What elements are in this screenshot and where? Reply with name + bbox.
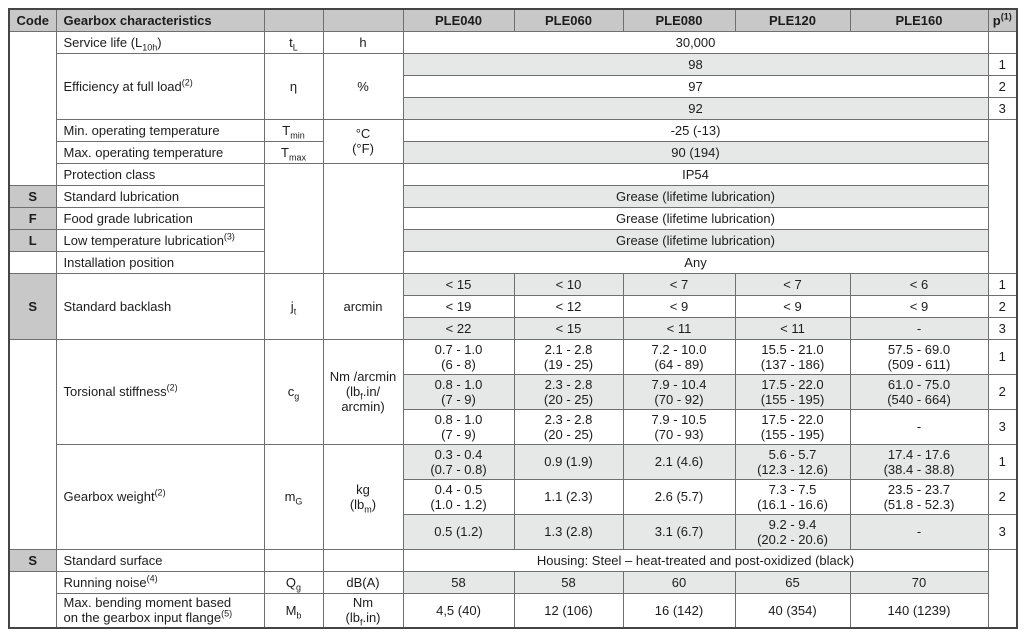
- efficiency-unit: %: [323, 53, 403, 119]
- efficiency-value-3: 92: [403, 97, 988, 119]
- label-footnote: (5): [221, 608, 233, 619]
- backlash-2-ple060: < 12: [514, 295, 623, 317]
- row-min-temp: [9, 119, 1017, 141]
- backlash-symbol: [264, 273, 323, 339]
- symbol-sub: max: [288, 152, 306, 163]
- symbol-text: Q: [285, 574, 297, 590]
- symbol-cell-blank-mid: [264, 163, 323, 273]
- unit-line-2: $(lb_m)$: [349, 496, 377, 515]
- symbol-sub: b: [296, 610, 302, 621]
- code-cell-s-lube: S: [9, 185, 56, 207]
- installation-value: Any: [403, 251, 988, 273]
- weight-3-p: 3: [988, 514, 1017, 549]
- label-text: Low temperature lubrication: [63, 232, 224, 248]
- stiffness-unit: [323, 339, 403, 444]
- min-temp-symbol: [264, 119, 323, 141]
- bending-ple060: 12 (106): [514, 593, 623, 628]
- stiffness-3-ple080: 7.9 - 10.5 (70 - 93): [623, 409, 735, 444]
- unit-line-1: °C: [355, 126, 371, 141]
- label-text: Torsional stiffness: [63, 384, 167, 399]
- label-text: Gearbox weight: [63, 489, 155, 504]
- row-efficiency-1: [9, 53, 1017, 75]
- stiffness-label: [56, 339, 264, 444]
- noise-symbol: [264, 571, 323, 593]
- temp-unit: [323, 119, 403, 163]
- stiffness-2-ple080: 7.9 - 10.4 (70 - 92): [623, 374, 735, 409]
- stiffness-2-ple060: 2.3 - 2.8 (20 - 25): [514, 374, 623, 409]
- efficiency-value-1: 98: [403, 53, 988, 75]
- stiffness-1-ple080: 7.2 - 10.0 (64 - 89): [623, 339, 735, 374]
- weight-1-ple160: 17.4 - 17.6 (38.4 - 38.8): [850, 444, 988, 479]
- efficiency-label: [56, 53, 264, 119]
- weight-1-ple080: 2.1 (4.6): [623, 444, 735, 479]
- backlash-1-ple160: < 6: [850, 273, 988, 295]
- col-header-code: Code: [9, 9, 56, 31]
- stiffness-2-p: 2: [988, 374, 1017, 409]
- bending-label: [56, 593, 264, 628]
- surface-unit-blank: [323, 549, 403, 571]
- backlash-2-ple160: < 9: [850, 295, 988, 317]
- weight-1-p: 1: [988, 444, 1017, 479]
- row-lube-low: [9, 229, 1017, 251]
- min-temp-label: Min. operating temperature: [56, 119, 264, 141]
- weight-3-ple160: -: [850, 514, 988, 549]
- symbol-sub: t: [293, 306, 297, 317]
- symbol-sub: min: [290, 130, 305, 141]
- noise-ple120: 65: [735, 571, 850, 593]
- weight-2-ple040: 0.4 - 0.5 (1.0 - 1.2): [403, 479, 514, 514]
- min-temp-value: -25 (-13): [403, 119, 988, 141]
- protection-label: Protection class: [56, 163, 264, 185]
- label-text: ): [157, 34, 162, 50]
- col-header-ple120: PLE120: [735, 9, 850, 31]
- col-header-ple040: PLE040: [403, 9, 514, 31]
- lube-standard-label: Standard lubrication: [56, 185, 264, 207]
- label-text: Running noise: [63, 574, 147, 590]
- code-cell-l-lube: L: [9, 229, 56, 251]
- backlash-2-ple080: < 9: [623, 295, 735, 317]
- symbol-text: T: [281, 144, 289, 160]
- col-header-ple160: PLE160: [850, 9, 988, 31]
- service-life-symbol: [264, 31, 323, 53]
- label-text: Efficiency at full load: [63, 78, 182, 94]
- weight-symbol: [264, 444, 323, 549]
- stiffness-3-p: 3: [988, 409, 1017, 444]
- protection-value: IP54: [403, 163, 988, 185]
- backlash-1-ple120: < 7: [735, 273, 850, 295]
- efficiency-symbol: η: [264, 53, 323, 119]
- noise-ple160: 70: [850, 571, 988, 593]
- weight-1-ple060: 0.9 (1.9): [514, 444, 623, 479]
- stiffness-symbol: [264, 339, 323, 444]
- stiffness-3-ple060: 2.3 - 2.8 (20 - 25): [514, 409, 623, 444]
- efficiency-p-3: 3: [988, 97, 1017, 119]
- stiffness-2-ple040: 0.8 - 1.0 (7 - 9): [403, 374, 514, 409]
- backlash-unit: arcmin: [323, 273, 403, 339]
- backlash-3-ple060: < 15: [514, 317, 623, 339]
- stiffness-2-ple160: 61.0 - 75.0 (540 - 664): [850, 374, 988, 409]
- lube-low-label: [56, 229, 264, 251]
- row-lube-food: [9, 207, 1017, 229]
- label-footnote: (2): [154, 487, 166, 498]
- symbol-sub: L: [292, 42, 298, 53]
- unit-line-3: arcmin): [341, 399, 385, 414]
- label-sub: 10h: [142, 42, 158, 53]
- symbol-text: m: [284, 489, 296, 504]
- noise-unit: dB(A): [323, 571, 403, 593]
- bending-ple120: 40 (354): [735, 593, 850, 628]
- label-line-1: Max. bending moment based: [63, 595, 232, 611]
- p-footnote: (1): [1000, 11, 1012, 22]
- backlash-2-ple120: < 9: [735, 295, 850, 317]
- unit-line-1: Nm: [352, 595, 374, 611]
- lube-low-value: Grease (lifetime lubrication): [403, 229, 988, 251]
- weight-3-ple080: 3.1 (6.7): [623, 514, 735, 549]
- stiffness-3-ple120: 17.5 - 22.0 (155 - 195): [735, 409, 850, 444]
- stiffness-1-ple040: 0.7 - 1.0 (6 - 8): [403, 339, 514, 374]
- backlash-3-ple160: -: [850, 317, 988, 339]
- col-header-symbol-blank: [264, 9, 323, 31]
- code-cell-s-surface: S: [9, 549, 56, 571]
- symbol-text: c: [287, 384, 295, 399]
- label-text: Service life (L: [63, 34, 143, 50]
- efficiency-p-2: 2: [988, 75, 1017, 97]
- symbol-text: t: [289, 34, 293, 50]
- backlash-label: Standard backlash: [56, 273, 264, 339]
- weight-2-p: 2: [988, 479, 1017, 514]
- label-footnote: (3): [223, 231, 235, 242]
- unit-cell-blank-mid: [323, 163, 403, 273]
- code-cell-blank-bottom: [9, 571, 56, 628]
- max-temp-value: 90 (194): [403, 141, 988, 163]
- installation-label: Installation position: [56, 251, 264, 273]
- row-backlash-1: [9, 273, 1017, 295]
- symbol-sub: G: [295, 496, 303, 507]
- max-temp-symbol: [264, 141, 323, 163]
- surface-symbol-blank: [264, 549, 323, 571]
- stiffness-1-ple060: 2.1 - 2.8 (19 - 25): [514, 339, 623, 374]
- col-header-ple060: PLE060: [514, 9, 623, 31]
- weight-2-ple080: 2.6 (5.7): [623, 479, 735, 514]
- service-life-label: [56, 31, 264, 53]
- code-cell-f-lube: F: [9, 207, 56, 229]
- lube-standard-value: Grease (lifetime lubrication): [403, 185, 988, 207]
- label-footnote: (4): [146, 573, 158, 584]
- service-life-unit: h: [323, 31, 403, 53]
- unit-line-2: $(lb_f.in)$: [345, 610, 381, 628]
- service-life-p: [988, 31, 1017, 53]
- weight-1-ple040: 0.3 - 0.4 (0.7 - 0.8): [403, 444, 514, 479]
- code-cell-s-backlash: S: [9, 273, 56, 339]
- p-cell-blank-mid: [988, 119, 1017, 273]
- lube-food-label: Food grade lubrication: [56, 207, 264, 229]
- row-stiffness-1: [9, 339, 1017, 374]
- bending-unit: [323, 593, 403, 628]
- row-protection: [9, 163, 1017, 185]
- max-temp-label: Max. operating temperature: [56, 141, 264, 163]
- row-max-temp: [9, 141, 1017, 163]
- row-noise: [9, 571, 1017, 593]
- weight-2-ple120: 7.3 - 7.5 (16.1 - 16.6): [735, 479, 850, 514]
- symbol-text: j: [290, 298, 294, 314]
- col-header-ple080: PLE080: [623, 9, 735, 31]
- efficiency-p-1: 1: [988, 53, 1017, 75]
- stiffness-2-ple120: 17.5 - 22.0 (155 - 195): [735, 374, 850, 409]
- noise-ple040: 58: [403, 571, 514, 593]
- weight-1-ple120: 5.6 - 5.7 (12.3 - 12.6): [735, 444, 850, 479]
- code-cell-blank-stiffness-weight: [9, 339, 56, 549]
- stiffness-1-ple120: 15.5 - 21.0 (137 - 186): [735, 339, 850, 374]
- unit-line-1: kg: [356, 481, 370, 497]
- col-header-characteristics: Gearbox characteristics: [56, 9, 264, 31]
- code-cell-blank-top: [9, 31, 56, 185]
- weight-3-ple120: 9.2 - 9.4 (20.2 - 20.6): [735, 514, 850, 549]
- efficiency-value-2: 97: [403, 75, 988, 97]
- code-cell-blank-installation: [9, 251, 56, 273]
- bending-ple080: 16 (142): [623, 593, 735, 628]
- unit-line-2: ($lb_f.in/$: [345, 384, 381, 402]
- label-line-2: on the gearbox input flange$^{(5)}$: [63, 608, 233, 626]
- backlash-3-ple080: < 11: [623, 317, 735, 339]
- weight-3-ple060: 1.3 (2.8): [514, 514, 623, 549]
- lube-food-value: Grease (lifetime lubrication): [403, 207, 988, 229]
- backlash-3-ple040: < 22: [403, 317, 514, 339]
- bending-symbol: [264, 593, 323, 628]
- symbol-text: T: [282, 122, 291, 138]
- unit-line-2: (°F): [352, 141, 374, 156]
- symbol-sub: g: [296, 582, 302, 593]
- weight-2-ple160: 23.5 - 23.7 (51.8 - 52.3): [850, 479, 988, 514]
- unit-line-1: Nm /arcmin: [329, 369, 397, 384]
- weight-unit: [323, 444, 403, 549]
- weight-2-ple060: 1.1 (2.3): [514, 479, 623, 514]
- col-header-p: [988, 9, 1017, 31]
- symbol-text: M: [285, 602, 297, 618]
- backlash-3-ple120: < 11: [735, 317, 850, 339]
- row-surface: [9, 549, 1017, 571]
- noise-ple060: 58: [514, 571, 623, 593]
- gearbox-spec-table: [8, 8, 1018, 629]
- backlash-3-p: 3: [988, 317, 1017, 339]
- col-header-unit-blank: [323, 9, 403, 31]
- symbol-sub: g: [294, 391, 300, 402]
- p-label: p: [992, 12, 1001, 28]
- service-life-value: 30,000: [403, 31, 988, 53]
- weight-3-ple040: 0.5 (1.2): [403, 514, 514, 549]
- label-footnote: (2): [181, 77, 193, 88]
- header-row: [9, 9, 1017, 31]
- backlash-1-ple080: < 7: [623, 273, 735, 295]
- row-bending: [9, 593, 1017, 628]
- backlash-2-p: 2: [988, 295, 1017, 317]
- noise-ple080: 60: [623, 571, 735, 593]
- label-footnote: (2): [166, 382, 178, 393]
- surface-value: Housing: Steel – heat-treated and post-oxidized (black): [403, 549, 988, 571]
- backlash-1-ple060: < 10: [514, 273, 623, 295]
- backlash-2-ple040: < 19: [403, 295, 514, 317]
- row-service-life: [9, 31, 1017, 53]
- p-cell-blank-bottom: [988, 549, 1017, 628]
- bending-ple040: 4,5 (40): [403, 593, 514, 628]
- backlash-1-p: 1: [988, 273, 1017, 295]
- stiffness-3-ple040: 0.8 - 1.0 (7 - 9): [403, 409, 514, 444]
- surface-label: Standard surface: [56, 549, 264, 571]
- backlash-1-ple040: < 15: [403, 273, 514, 295]
- stiffness-1-p: 1: [988, 339, 1017, 374]
- row-installation: [9, 251, 1017, 273]
- noise-label: [56, 571, 264, 593]
- weight-label: [56, 444, 264, 549]
- row-lube-standard: [9, 185, 1017, 207]
- stiffness-3-ple160: -: [850, 409, 988, 444]
- bending-ple160: 140 (1239): [850, 593, 988, 628]
- row-weight-1: [9, 444, 1017, 479]
- stiffness-1-ple160: 57.5 - 69.0 (509 - 611): [850, 339, 988, 374]
